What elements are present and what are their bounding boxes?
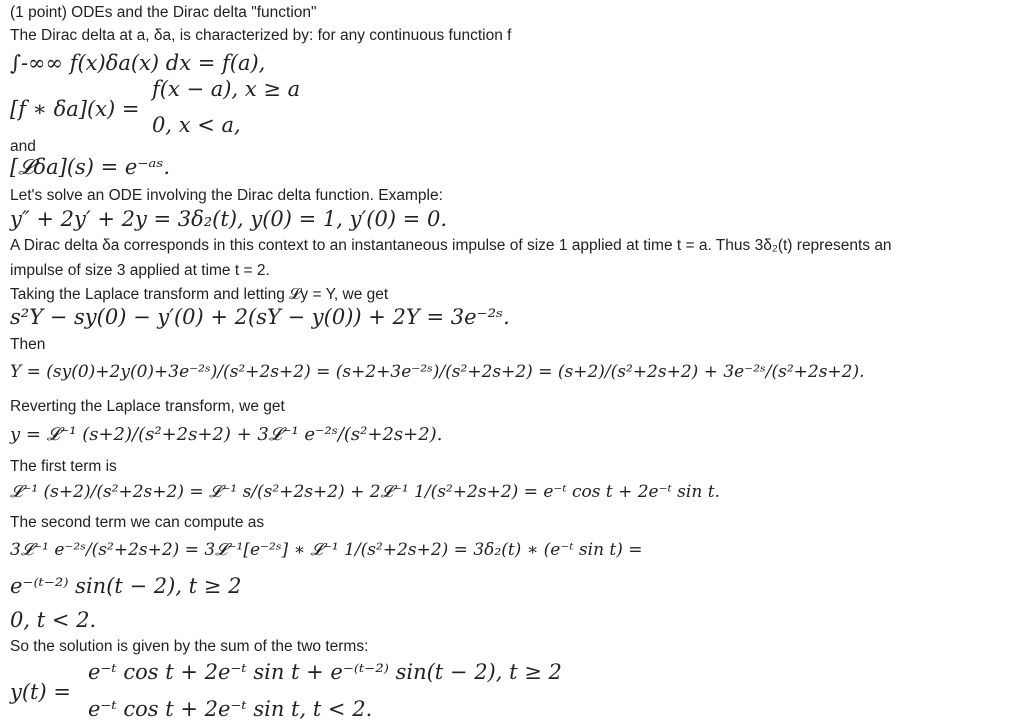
solution-intro-text: So the solution is given by the sum of the two terms: — [10, 638, 369, 655]
transformed-equation: s²Y − sy(0) − y′(0) + 2(sY − y(0)) + 2Y = 3e⁻²ˢ. — [10, 305, 510, 329]
solution-case-1: e⁻ᵗ cos t + 2e⁻ᵗ sin t + e⁻⁽ᵗ⁻²⁾ sin(t − 2), t ≥ 2 — [88, 660, 562, 684]
first-term-text: The first term is — [10, 458, 117, 475]
first-term-expression: 𝓛⁻¹ (s+2)/(s²+2s+2) = 𝓛⁻¹ s/(s²+2s+2) + 2𝓛⁻¹ 1/(s²+2s+2) = e⁻ᵗ cos t + 2e⁻ᵗ sin t. — [10, 482, 720, 502]
integral-equation: ∫-∞∞ f(x)δa(x) dx = f(a), — [10, 51, 266, 75]
y-expression: Y = (sy(0)+2y(0)+3e⁻²ˢ)/(s²+2s+2) = (s+2+3e⁻²ˢ)/(s²+2s+2) = (s+2)/(s²+2s+2) + 3e⁻²ˢ/(s²+2s+2). — [10, 362, 865, 382]
ode-equation: y″ + 2y′ + 2y = 3δ₂(t), y(0) = 1, y′(0) = 0. — [10, 207, 447, 231]
impulse-text-line-2: impulse of size 3 applied at time t = 2. — [10, 262, 270, 279]
second-term-text: The second term we can compute as — [10, 514, 265, 531]
convolution-lhs: [f ∗ δa](x) = — [10, 97, 140, 121]
reverting-text: Reverting the Laplace transform, we get — [10, 398, 285, 415]
and-text: and — [10, 138, 36, 155]
convolution-case-2: 0, x < a, — [152, 113, 241, 137]
solution-lhs: y(t) = — [10, 680, 71, 704]
convolution-case-1: f(x − a), x ≥ a — [152, 77, 301, 101]
second-term-expression: 3𝓛⁻¹ e⁻²ˢ/(s²+2s+2) = 3𝓛⁻¹[e⁻²ˢ] ∗ 𝓛⁻¹ 1/(s²+2s+2) = 3δ₂(t) ∗ (e⁻ᵗ sin t) = — [10, 540, 643, 560]
second-term-case-1: e⁻⁽ᵗ⁻²⁾ sin(t − 2), t ≥ 2 — [10, 574, 242, 598]
solution-case-2: e⁻ᵗ cos t + 2e⁻ᵗ sin t, t < 2. — [88, 697, 373, 721]
laplace-delta-equation: [𝓛δa](s) = e⁻ᵃˢ. — [10, 155, 171, 179]
solve-intro-text: Let's solve an ODE involving the Dirac delta function. Example: — [10, 187, 443, 204]
problem-title: (1 point) ODEs and the Dirac delta "function" — [10, 4, 317, 21]
y-inverse-expression: y = 𝓛⁻¹ (s+2)/(s²+2s+2) + 3𝓛⁻¹ e⁻²ˢ/(s²+2s+2). — [10, 424, 443, 445]
taking-laplace-text: Taking the Laplace transform and letting 𝓛y = Y, we get — [10, 286, 389, 303]
intro-text: The Dirac delta at a, δa, is characterized by: for any continuous function f — [10, 27, 512, 44]
second-term-case-2: 0, t < 2. — [10, 608, 97, 632]
impulse-text-line-1: A Dirac delta δa corresponds in this context to an instantaneous impulse of size 1 applied at time t = a. Thus 3δ₂(t) represents an — [10, 237, 892, 254]
then-text: Then — [10, 336, 46, 353]
